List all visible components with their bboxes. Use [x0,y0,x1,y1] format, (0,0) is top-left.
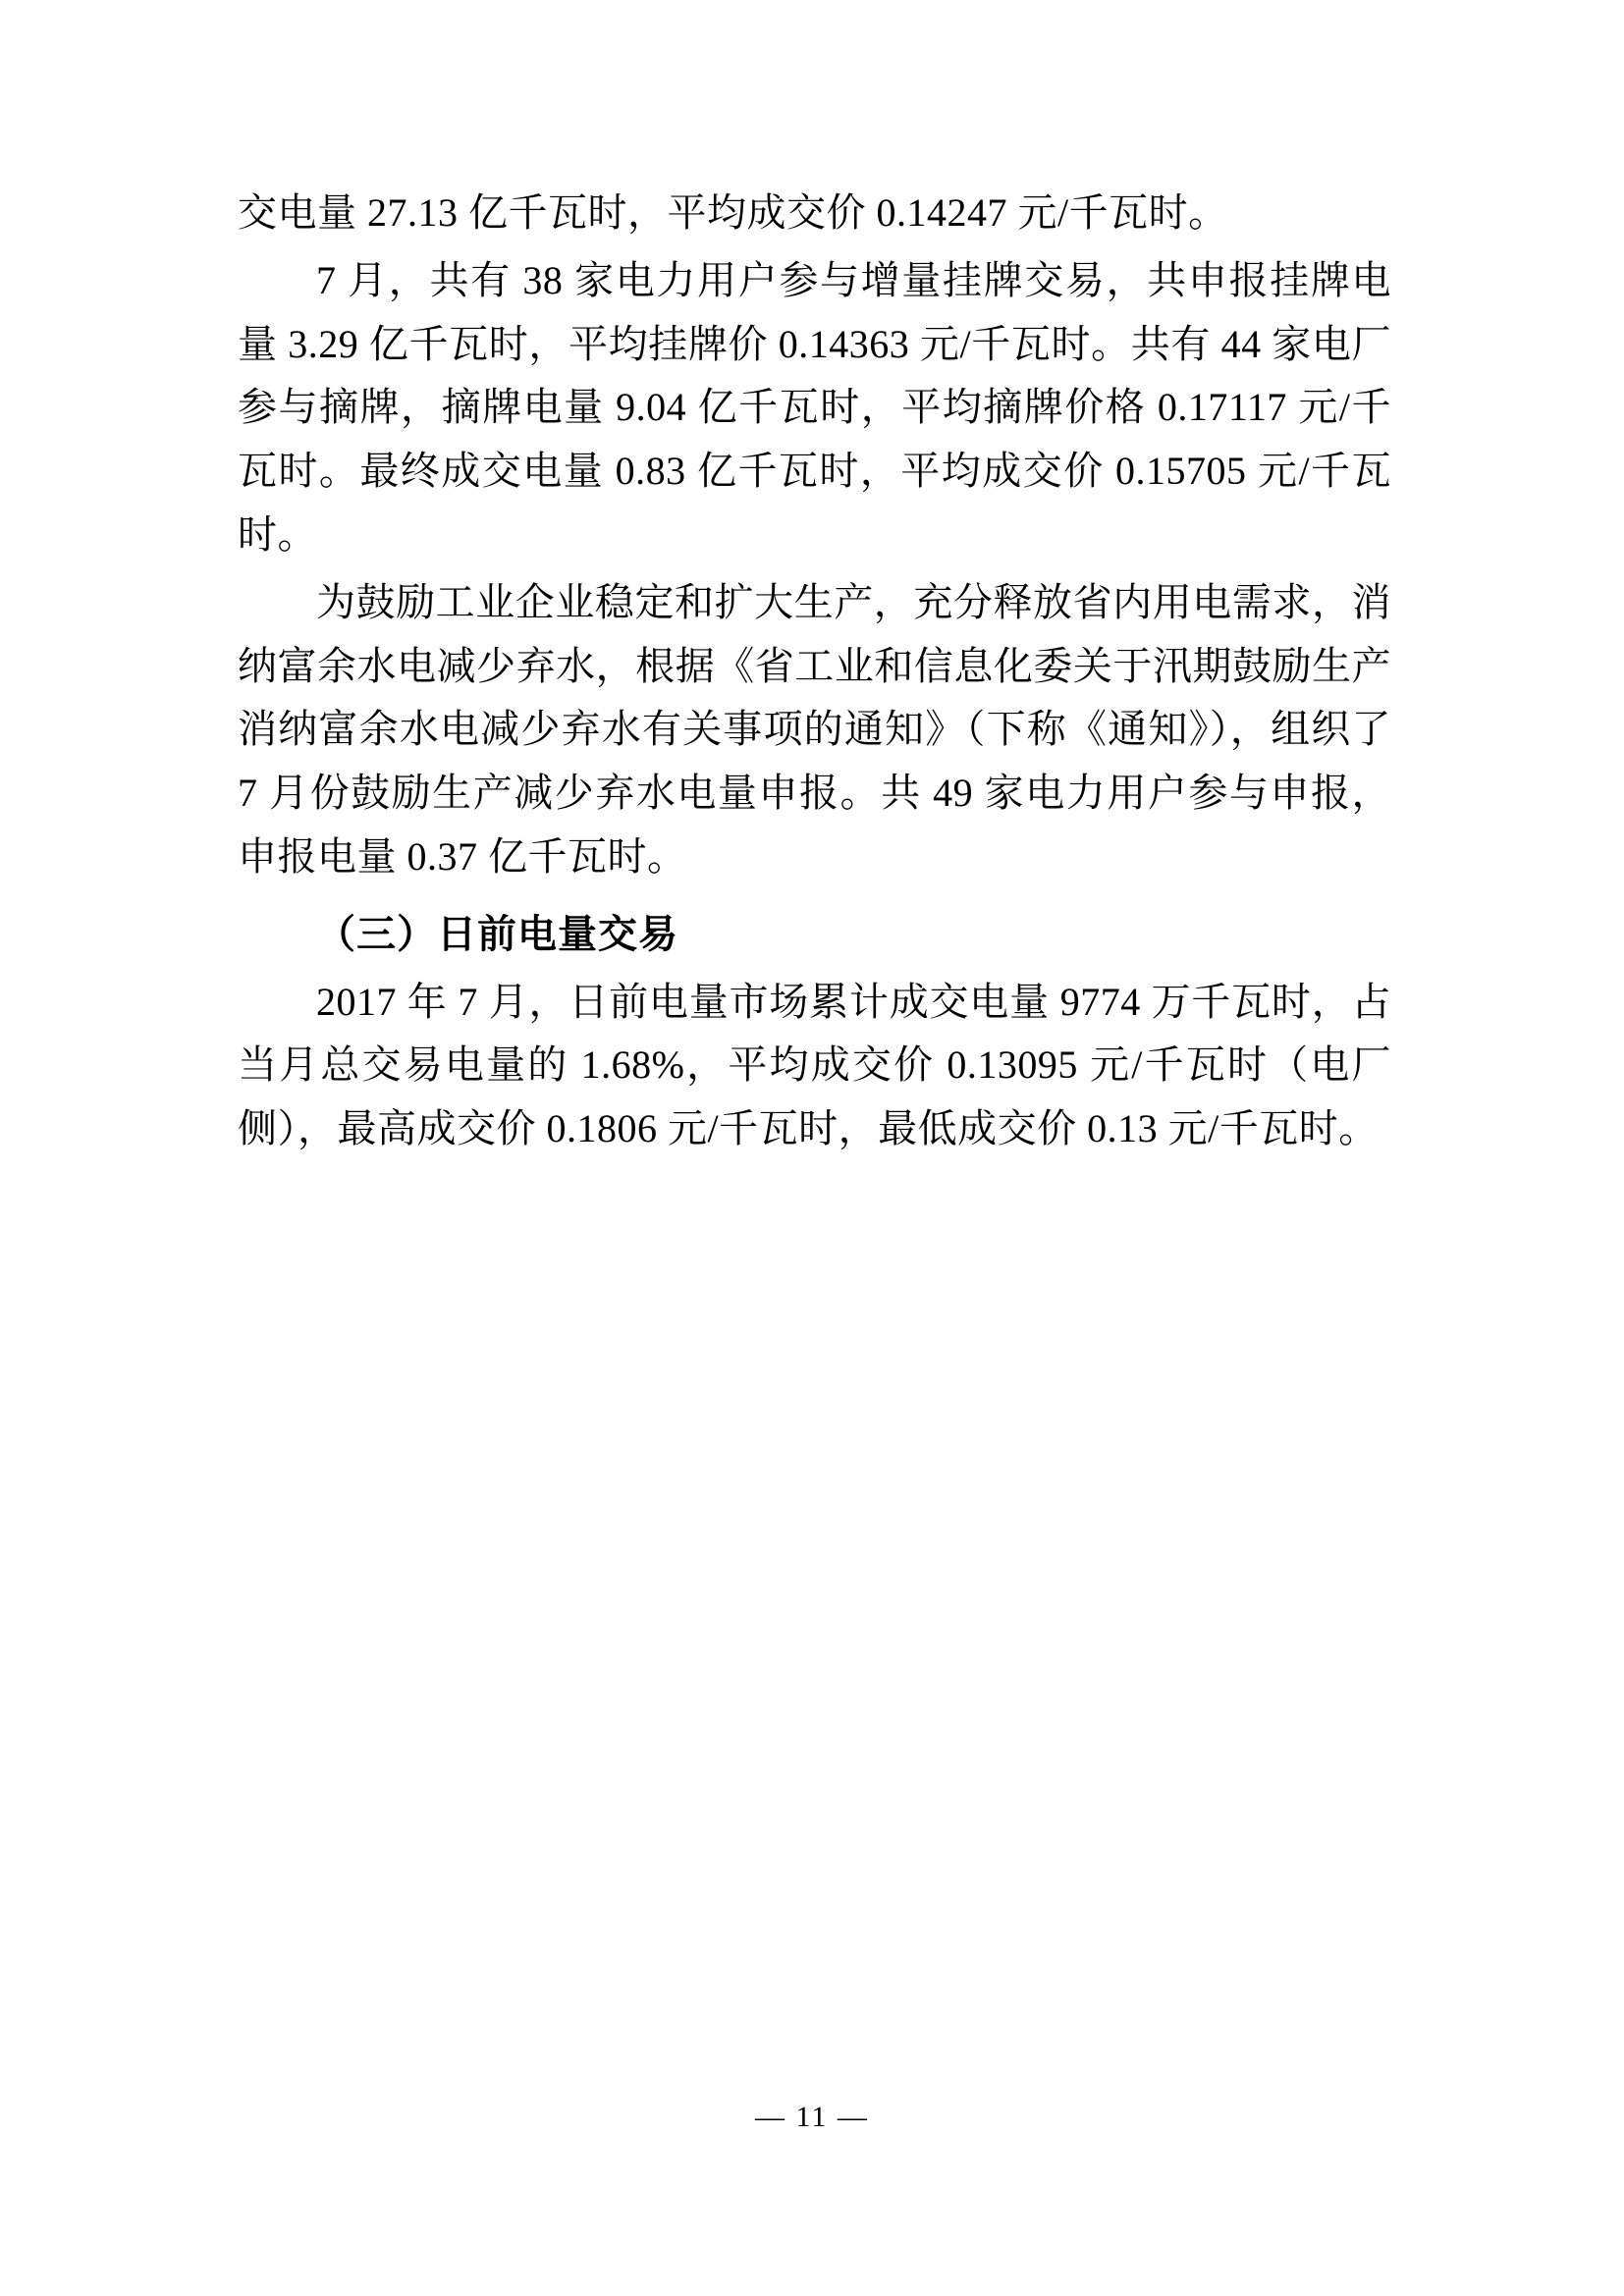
paragraph-continued: 交电量 27.13 亿千瓦时，平均成交价 0.14247 元/千瓦时。 [238,190,1228,235]
paragraph-encourage-industry: 为鼓励工业企业稳定和扩大生产，充分释放省内用电需求，消纳富余水电减少弃水，根据《省工业和信息化委关于汛期鼓励生产消纳富余水电减少弃水有关事项的通知》（下称《通知》），组织了 7 月份鼓励生产减少弃水电量申报。共 49 家电力用户参与申报，申报电量 0.37 亿千瓦时。 [238,579,1391,879]
page-number-footer: — 11 — [755,2101,869,2133]
section-heading-day-ahead-trading: （三）日前电量交易 [316,910,678,957]
paragraph-day-ahead-market: 2017 年 7 月，日前电量市场累计成交电量 9774 万千瓦时，占当月总交易电量的 1.68%，平均成交价 0.13095 元/千瓦时（电厂侧），最高成交价 0.1806 元/千瓦时，最低成交价 0.13 元/千瓦时。 [238,979,1391,1151]
page-content [238,182,1391,1165]
paragraph-july-listing-trading: 7 月，共有 38 家电力用户参与增量挂牌交易，共申报挂牌电量 3.29 亿千瓦时，平均挂牌价 0.14363 元/千瓦时。共有 44 家电厂参与摘牌，摘牌电量 9.04 亿千瓦时，平均摘牌价格 0.17117 元/千瓦时。最终成交电量 0.83 亿千瓦时，平均成交价 0.15705 元/千瓦时。 [238,257,1391,557]
